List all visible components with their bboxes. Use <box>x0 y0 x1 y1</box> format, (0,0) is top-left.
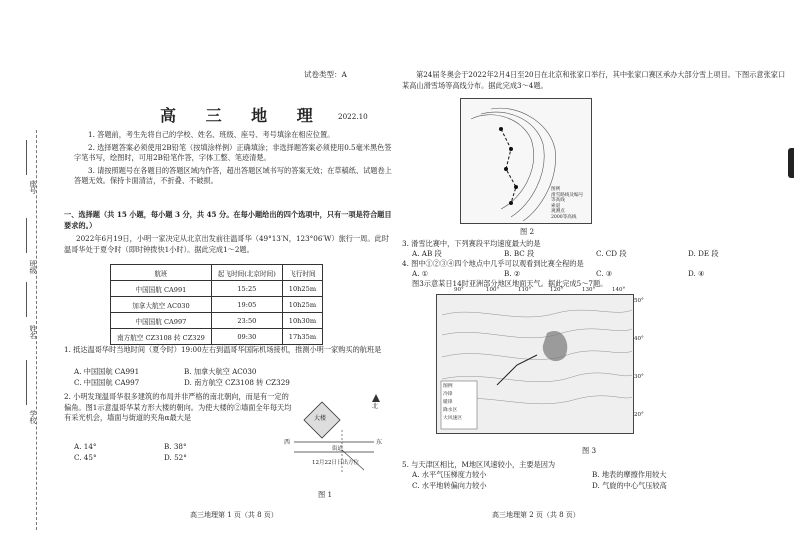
lat-label-30: 30° <box>634 374 644 380</box>
table-row <box>111 313 323 329</box>
legend-item: 暖锋 <box>443 400 453 405</box>
building-label: 大楼 <box>314 415 327 422</box>
figure-2-legend <box>551 187 583 221</box>
precipitation-area <box>543 331 567 361</box>
table-header: 起飞时间(北京时间) <box>211 265 282 281</box>
table-cell: 15:25 <box>211 281 282 297</box>
q3-options <box>412 249 782 260</box>
legend-item: 大风速区 <box>443 416 463 421</box>
table-cell: 19:05 <box>211 297 282 313</box>
legend-title: 图例 <box>551 187 561 192</box>
q4-option-a[interactable]: A. ① <box>412 269 429 278</box>
q2-options <box>74 442 294 463</box>
table-cell: 中国国航 CA991 <box>111 281 212 297</box>
west-label: 西 <box>284 439 291 446</box>
table-row <box>111 297 323 313</box>
isobar <box>442 373 632 382</box>
binding-margin <box>0 0 52 535</box>
table-cell: 10h25m <box>282 281 322 297</box>
table-cell: 23:50 <box>211 313 282 329</box>
route-point-c <box>504 167 508 171</box>
figure-3 <box>436 294 634 434</box>
legend-item: 滑雪路线及编号 <box>551 192 584 198</box>
lon-label-90: 90° <box>454 287 464 293</box>
contour-line <box>491 108 556 221</box>
legend-item: 2000等高线 <box>551 214 577 220</box>
isobar <box>442 310 632 317</box>
lon-label-130: 130° <box>582 287 596 293</box>
q4-option-d[interactable]: D. ④ <box>688 269 705 278</box>
class-blank <box>26 218 27 253</box>
q1-option-c[interactable]: C. 中国国航 CA997 <box>74 377 140 387</box>
table-header: 飞行时间 <box>282 265 322 281</box>
flights-table <box>110 264 323 345</box>
class-label: 班级 <box>29 260 37 274</box>
q5-stem: 5. 与天津区相比，M地区风速较小，主要是因为 <box>402 460 556 469</box>
map-intro: 图3示意某日14时亚洲部分地区地面天气。据此完成5～7题。 <box>412 279 608 288</box>
question-intro: 2022年6月19日，小明一家决定从北京出发前往温哥华（49°13′N，123°06′W）旅行一周。此时温哥华处于夏令时（即时钟拨快1小时）。据此完成1～2题。 <box>64 234 389 254</box>
q3-option-d[interactable]: D. DE 段 <box>688 249 719 258</box>
weather-map <box>437 295 633 433</box>
table-cell: 南方航空 CZ3108 转 CZ329 <box>111 329 212 345</box>
q1-option-d[interactable]: D. 南方航空 CZ3108 转 CZ329 <box>184 377 290 387</box>
seat-blank <box>26 140 27 175</box>
name-label: 姓名 <box>29 325 37 339</box>
route-point-e <box>509 201 513 205</box>
legend-item: 降水区 <box>443 408 458 413</box>
q4-options <box>412 269 782 280</box>
isobar <box>442 329 632 338</box>
north-label: 北 <box>372 403 379 410</box>
table-header-row <box>111 265 323 281</box>
q3-option-b[interactable]: B. BC 段 <box>504 249 535 258</box>
q2-stem: 2. 小明发现温哥华很多建筑的布局并非严格的南北朝向，而是有一定的偏角。图1示意温哥华某方形大楼的朝向。为使大楼的②墙面全年每天均有采光机会，墙面与街道的夹角α最大是 <box>64 392 292 422</box>
footer-right: 高三地理第 2 页（共 8 页） <box>492 511 580 519</box>
school-blank <box>26 360 27 405</box>
q2-option-d[interactable]: D. 52° <box>164 452 187 462</box>
paper-type-label: 试卷类型：A <box>304 70 347 79</box>
figure-1-caption: 图 1 <box>318 490 333 499</box>
q1-option-b[interactable]: B. 加拿大航空 AC030 <box>184 367 257 376</box>
figure-2-caption: 图 2 <box>520 227 535 236</box>
table-row <box>111 329 323 345</box>
street-label: 街道 <box>332 446 344 452</box>
table-cell: 17h35m <box>282 329 322 345</box>
q3-option-c[interactable]: C. CD 段 <box>596 249 627 258</box>
instructions <box>74 130 392 187</box>
sunrise-label: 12月22日日出方位 <box>312 460 359 466</box>
q3-stem: 3. 滑雪比赛中，下列赛段平均速度最大的是 <box>402 239 541 248</box>
q3-option-a[interactable]: A. AB 段 <box>412 249 442 258</box>
lat-label-20: 20° <box>634 412 644 418</box>
table-row <box>111 281 323 297</box>
instruction-2: 2. 选择题答案必须使用2B铅笔（按填涂样例）正确填涂；非选择题答案必须使用0.5毫米黑色签字笔书写，绘图时，可用2B铅笔作答，字体工整、笔迹清楚。 <box>74 142 392 162</box>
figure-3-legend <box>443 383 462 423</box>
q2-option-b[interactable]: B. 38° <box>164 442 187 451</box>
ski-route <box>501 129 516 203</box>
q5-options <box>412 470 782 491</box>
page-edge-tab <box>788 148 794 178</box>
north-arrow-icon <box>372 394 380 402</box>
lat-label-40: 40° <box>634 336 644 342</box>
lon-label-140: 140° <box>612 287 626 293</box>
lon-label-120: 120° <box>550 287 564 293</box>
q2-option-a[interactable]: A. 14° <box>74 442 97 451</box>
figure-3-caption: 图 3 <box>582 446 597 455</box>
footer-left: 高三地理第 1 页（共 8 页） <box>190 511 278 519</box>
route-point-a <box>499 127 503 131</box>
instruction-1: 1. 答题前，考生先将自己的学校、姓名、班级、座号、考号填涂在相应位置。 <box>88 130 335 139</box>
q4-stem: 4. 图中①②③④四个地点中几乎可以观看到比赛全程的是 <box>402 259 584 268</box>
seat-label: 座号 <box>29 180 37 194</box>
figure-1 <box>284 392 384 504</box>
school-label: 学校 <box>29 410 37 424</box>
q1-stem: 1. 抵达温哥华时当地时间（夏令时）19:00左右到温哥华国际机场接机，推测小明一家购买的航班是 <box>64 345 382 354</box>
page-title: 高 三 地 理 <box>160 106 325 125</box>
figure-2 <box>460 98 592 224</box>
table-header: 航班 <box>111 265 212 281</box>
name-blank <box>26 282 27 317</box>
q5-option-d[interactable]: D. 气旋的中心气压较高 <box>592 480 667 490</box>
legend-item: 冷锋 <box>443 392 453 397</box>
table-cell: 10h30m <box>282 313 322 329</box>
table-cell: 中国国航 CA997 <box>111 313 212 329</box>
q1-options <box>74 367 394 388</box>
legend-item: 索道 <box>551 203 561 209</box>
legend-item: 观测点 <box>551 209 565 215</box>
section-heading: 一、选择题（共 15 小题，每小题 3 分，共 45 分。在每小题给出的四个选项中，只有一项是符合题目要求的。） <box>64 210 392 230</box>
legend-title: 图例 <box>443 384 453 389</box>
table-cell: 加拿大航空 AC030 <box>111 297 212 313</box>
exam-date: 2022.10 <box>338 112 368 121</box>
route-point-d <box>514 185 518 189</box>
q5-option-c[interactable]: C. 水平地转偏向力较小 <box>412 480 487 490</box>
route-point-b <box>509 147 513 151</box>
table-cell: 09:30 <box>211 329 282 345</box>
lat-label-50: 50° <box>634 298 644 304</box>
legend-item: 等高线 <box>551 198 565 204</box>
instruction-3: 3. 请按照题号在各题目的答题区域内作答，超出答题区域书写的答案无效；在草稿纸、试题卷上答题无效。保持卡面清洁，不折叠、不破损。 <box>74 165 392 185</box>
q4-option-c[interactable]: C. ③ <box>596 269 613 278</box>
q1-option-a[interactable]: A. 中国国航 CA991 <box>74 367 140 376</box>
q5-option-a[interactable]: A. 水平气压梯度力较小 <box>412 470 487 479</box>
lon-label-110: 110° <box>518 287 532 293</box>
q4-option-b[interactable]: B. ② <box>504 269 521 278</box>
east-label: 东 <box>376 439 383 446</box>
q2-option-c[interactable]: C. 45° <box>74 452 97 462</box>
table-cell: 10h25m <box>282 297 322 313</box>
q5-option-b[interactable]: B. 地表的摩擦作用较大 <box>592 470 667 479</box>
right-intro: 第24届冬奥会于2022年2月4日至20日在北京和张家口举行，其中张家口赛区承办大部分雪上项目。下图示意张家口某高山滑雪场等高线分布。据此完成3～4题。 <box>402 70 786 90</box>
lon-label-100: 100° <box>486 287 500 293</box>
